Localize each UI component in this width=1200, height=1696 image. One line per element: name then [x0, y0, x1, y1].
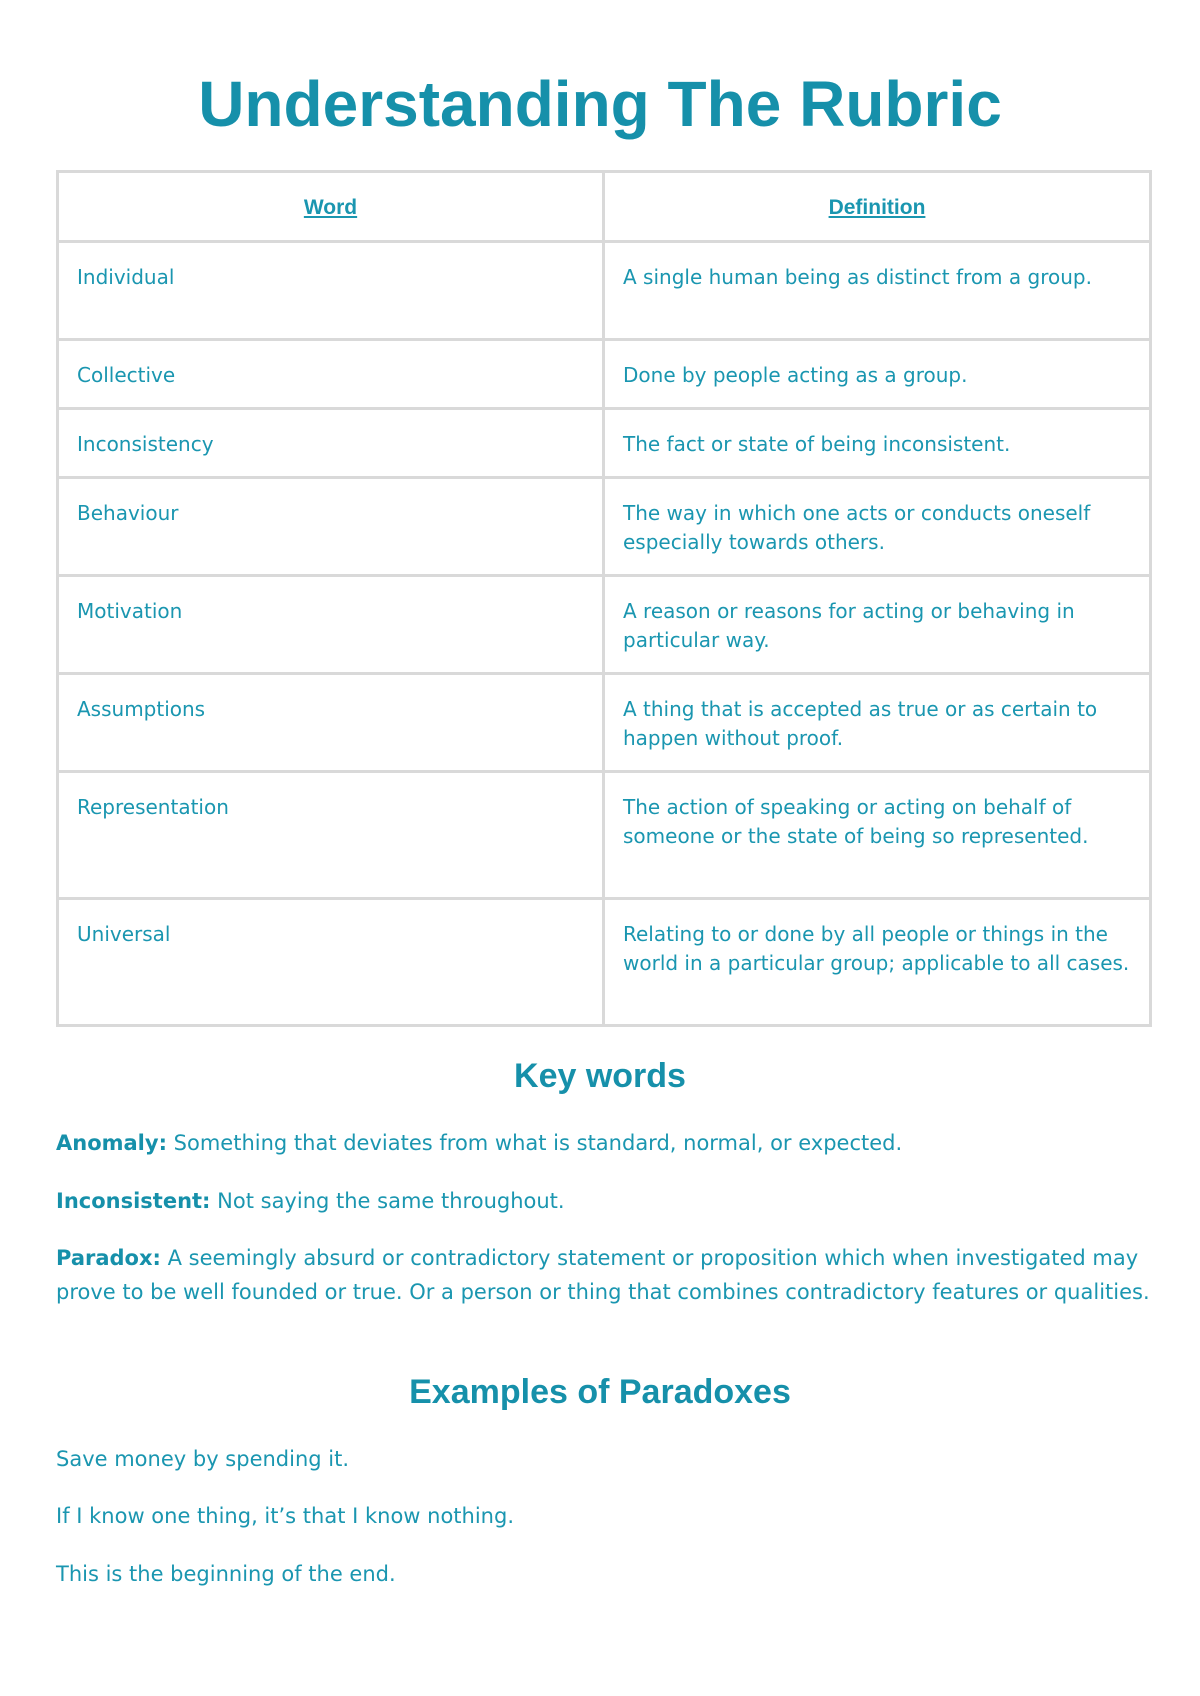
- definition-cell: Relating to or done by all people or things in the world in a particular group; applicable to all cases.: [604, 899, 1151, 1026]
- table-row: [58, 242, 1151, 340]
- table-row: [58, 772, 1151, 899]
- key-word-definition: Not saying the same throughout.: [217, 1189, 565, 1213]
- key-word-definition: Something that deviates from what is standard, normal, or expected.: [173, 1131, 903, 1155]
- table-row: [58, 409, 1151, 478]
- key-words-heading: Key words: [514, 1057, 686, 1095]
- word-cell: Individual: [58, 242, 604, 340]
- word-cell: Representation: [58, 772, 604, 899]
- rubric-table: [56, 170, 1152, 1027]
- word-cell: Universal: [58, 899, 604, 1026]
- definition-cell: The way in which one acts or conducts oneself especially towards others.: [604, 478, 1151, 576]
- definition-cell: The fact or state of being inconsistent.: [604, 409, 1151, 478]
- page-title: Understanding The Rubric: [198, 68, 1002, 140]
- table-row: [58, 674, 1151, 772]
- paradox-example: Save money by spending it.: [56, 1447, 350, 1471]
- key-word-anomaly: [56, 1126, 1156, 1160]
- key-word-term: Paradox:: [56, 1246, 161, 1270]
- definition-cell: A reason or reasons for acting or behaving in particular way.: [604, 576, 1151, 674]
- examples-heading: Examples of Paradoxes: [409, 1373, 791, 1411]
- word-cell: Assumptions: [58, 674, 604, 772]
- key-word-inconsistent: [56, 1184, 1156, 1218]
- word-cell: Behaviour: [58, 478, 604, 576]
- table-row: [58, 478, 1151, 576]
- definition-cell: Done by people acting as a group.: [604, 340, 1151, 409]
- word-cell: Motivation: [58, 576, 604, 674]
- key-word-term: Anomaly:: [56, 1131, 167, 1155]
- definition-column-header: Definition: [604, 172, 1151, 242]
- definition-cell: A single human being as distinct from a group.: [604, 242, 1151, 340]
- definition-cell: The action of speaking or acting on behalf of someone or the state of being so represented.: [604, 772, 1151, 899]
- word-cell: Inconsistency: [58, 409, 604, 478]
- paradox-example: If I know one thing, it’s that I know nothing.: [56, 1504, 514, 1528]
- table-row: [58, 576, 1151, 674]
- table-header-row: [58, 172, 1151, 242]
- table-row: [58, 340, 1151, 409]
- word-cell: Collective: [58, 340, 604, 409]
- definition-cell: A thing that is accepted as true or as certain to happen without proof.: [604, 674, 1151, 772]
- key-word-definition: A seemingly absurd or contradictory statement or proposition which when investigated may prove to be well founded or true. Or a person or thing that combines contradictory features or qualities.: [56, 1246, 1150, 1304]
- word-column-header: Word: [58, 172, 604, 242]
- key-word-paradox: [56, 1241, 1156, 1309]
- key-word-term: Inconsistent:: [56, 1189, 211, 1213]
- paradox-example: This is the beginning of the end.: [56, 1562, 396, 1586]
- table-row: [58, 899, 1151, 1026]
